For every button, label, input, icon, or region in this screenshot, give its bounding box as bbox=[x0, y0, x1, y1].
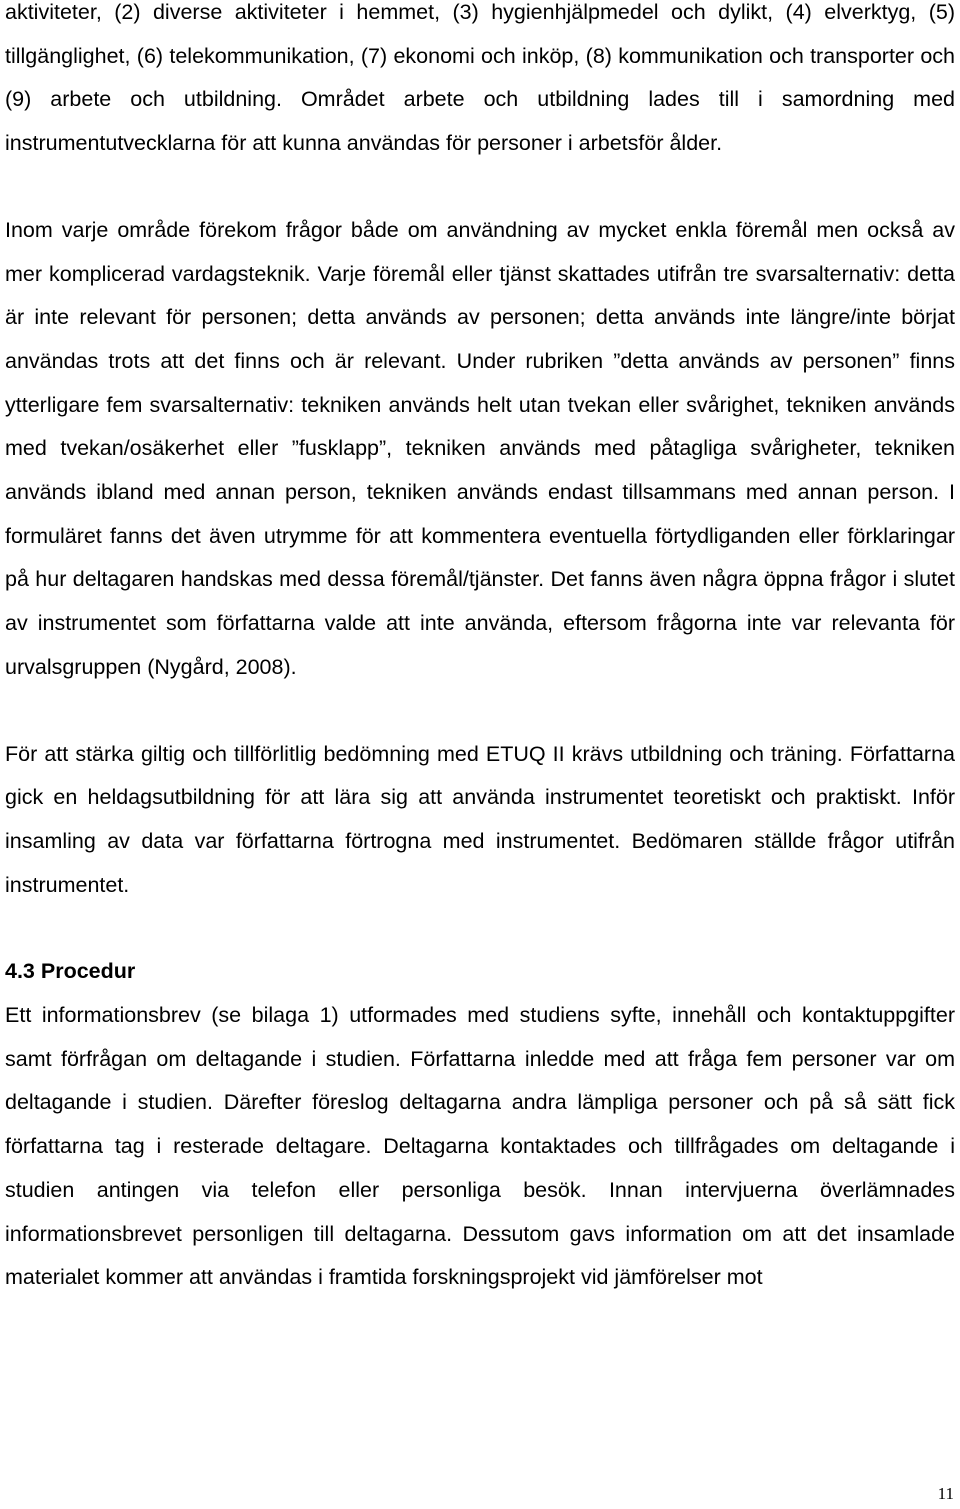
paragraph-training: För att stärka giltig och tillförlitlig bedömning med ETUQ II krävs utbildning och träning. Författarna gick en heldagsutbildning för att lära sig att använda instrumentet teoretiskt och praktiskt. Inför insamling av data var författarna förtrogna med instrumentet. Bedömaren ställde frågor utifrån instrumentet. bbox=[5, 741, 955, 897]
paragraph-activity-areas: aktiviteter, (2) diverse aktiviteter i hemmet, (3) hygienhjälpmedel och dylikt, (4) elverktyg, (5) tillgänglighet, (6) telekommunikation, (7) ekonomi och inköp, (8) kommunikation och transporter och (9) arbete och utbildning. Området arbete och utbildning lades till i samordning med instrumentutvecklarna för att kunna användas för personer i arbetsför ålder. bbox=[5, 0, 955, 156]
page-number: 11 bbox=[937, 1484, 954, 1503]
section-heading-procedur: 4.3 Procedur bbox=[5, 959, 136, 984]
document-page bbox=[5, 0, 955, 1300]
paragraph-procedur: Ett informationsbrev (se bilaga 1) utformades med studiens syfte, innehåll och kontaktuppgifter samt förfrågan om deltagande i studien. Författarna inledde med att fråga fem personer var om deltagande i studien. Därefter föreslog deltagarna andra lämpliga personer och på så sätt fick författarna tag i resterade deltagare. Deltagarna kontaktades och tillfrågades om deltagande i studien antingen via telefon eller personliga besök. Innan intervjuerna överlämnades informationsbrevet personligen till deltagarna. Dessutom gavs information om att det insamlade materialet kommer att användas i framtida forskningsprojekt vid jämförelser mot bbox=[5, 1003, 955, 1290]
paragraph-response-options: Inom varje område förekom frågor både om användning av mycket enkla föremål men också av mer komplicerad vardagsteknik. Varje föremål eller tjänst skattades utifrån tre svarsalternativ: detta är inte relevant för personen; detta används av personen; detta används inte längre/inte börjat användas trots att det finns och är relevant. Under rubriken ”detta används av personen” finns ytterligare fem svarsalternativ: tekniken används helt utan tvekan eller svårighet, tekniken används med tvekan/osäkerhet eller ”fusklapp”, tekniken används med påtagliga svårigheter, tekniken används ibland med annan person, tekniken används endast tillsammans med annan person. I formuläret fanns det även utrymme för att kommentera eventuella förtydliganden eller förklaringar på hur deltagaren handskas med dessa föremål/tjänster. Det fanns även några öppna frågor i slutet av instrumentet som författarna valde att inte använda, eftersom frågorna inte var relevanta för urvalsgruppen (Nygård, 2008). bbox=[5, 217, 955, 679]
